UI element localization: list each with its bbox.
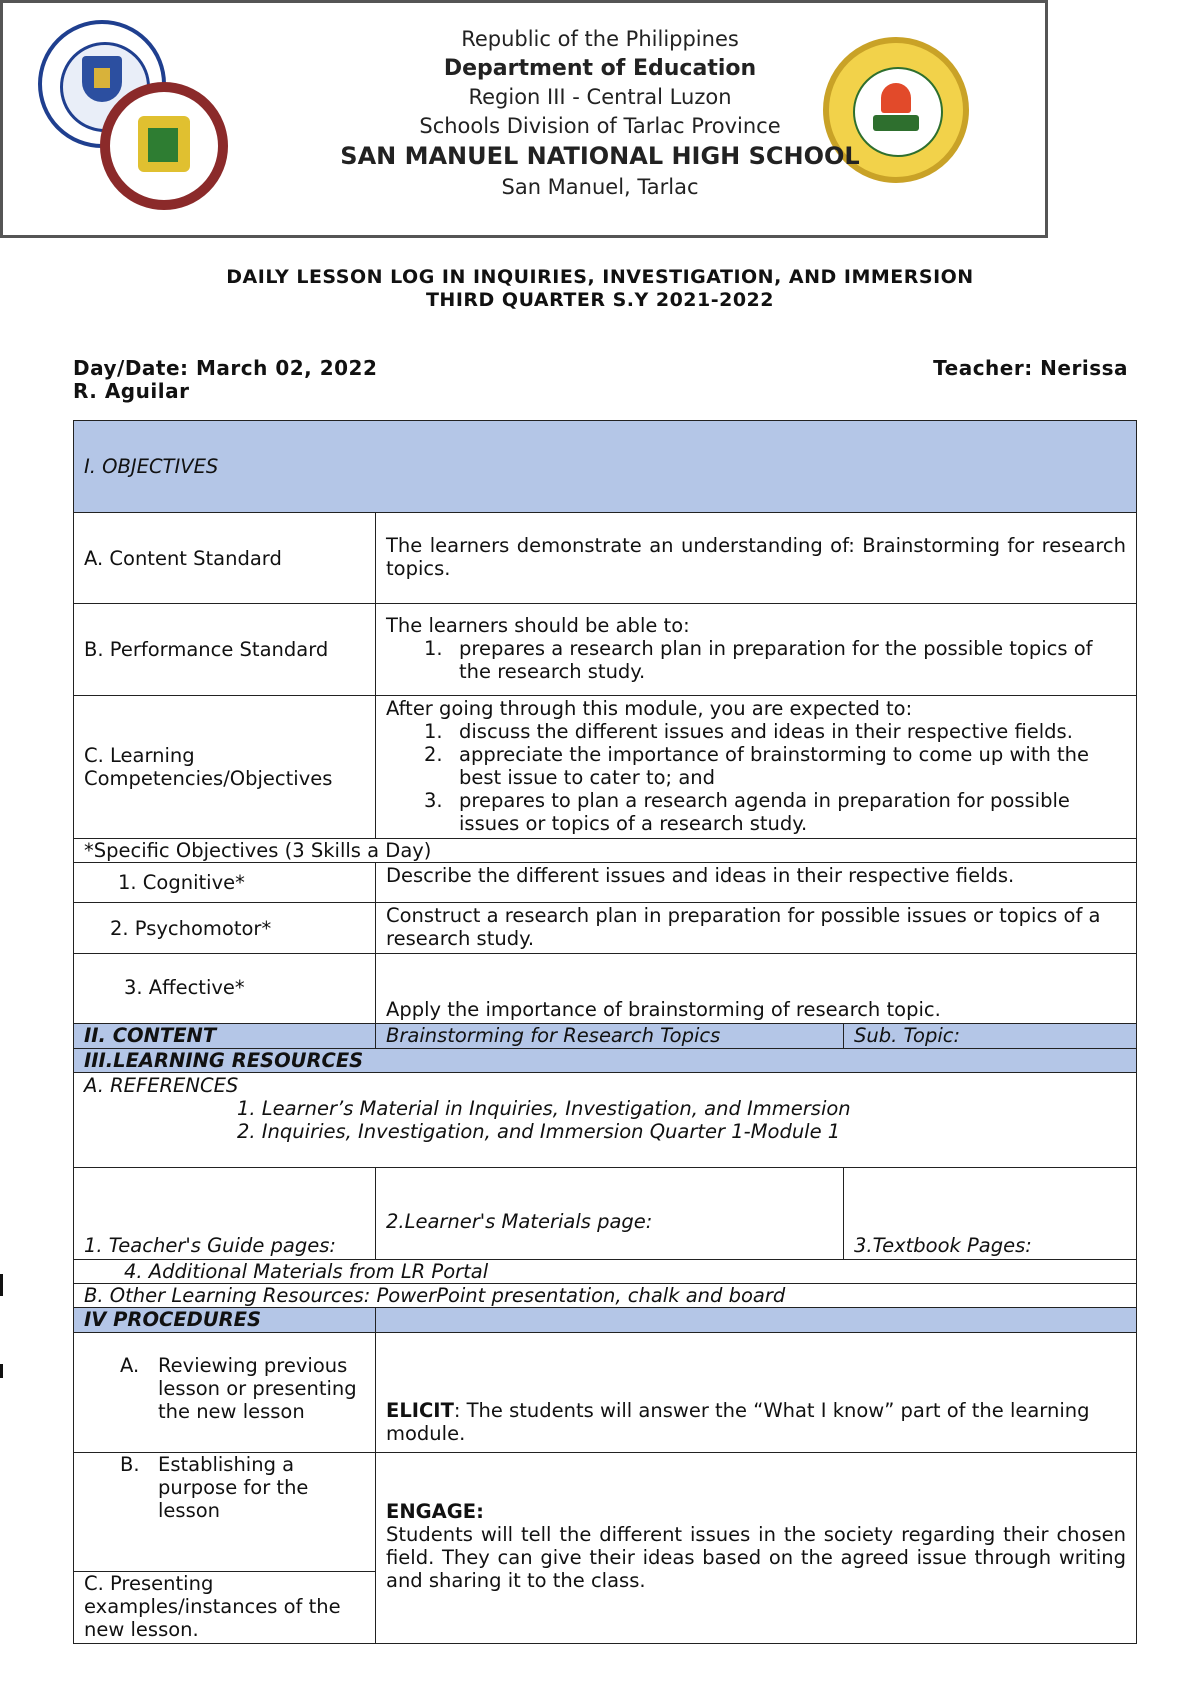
content-standard-label	[73, 512, 376, 604]
competency-item: prepares to plan a research agenda in preparation for possible issues or topics of a research study.	[459, 789, 1070, 835]
resources-heading	[73, 1048, 1137, 1073]
content-standard-label-text: A. Content Standard	[84, 546, 282, 570]
doc-subtitle: THIRD QUARTER S.Y 2021-2022	[425, 289, 775, 311]
list-item: 1. prepares a research plan in preparation for the possible topics of the research study.	[424, 637, 1093, 683]
cognitive-text	[375, 862, 1137, 903]
margin-mark	[0, 1364, 3, 1378]
competency-item: discuss the different issues and ideas in their respective fields.	[459, 720, 1073, 743]
procedures-heading-blank	[375, 1307, 1137, 1333]
other-resources-text: B. Other Learning Resources: PowerPoint presentation, chalk and board	[84, 1284, 786, 1307]
content-topic	[375, 1023, 844, 1049]
procedure-a-text	[375, 1332, 1137, 1453]
elicit-label: ELICIT	[386, 1399, 454, 1422]
psychomotor-label-text: 2. Psychomotor*	[110, 917, 272, 940]
textbook-pages	[843, 1167, 1137, 1260]
header-location: San Manuel, Tarlac	[501, 175, 699, 199]
additional-materials	[73, 1259, 1137, 1284]
psychomotor-text	[375, 902, 1137, 954]
resources-heading-text: III.LEARNING RESOURCES	[84, 1049, 364, 1072]
content-standard-text	[375, 512, 1137, 604]
references-label: A. REFERENCES	[84, 1074, 239, 1097]
list-item: 2. appreciate the importance of brainstorming to come up with the best issue to cater to; and	[424, 743, 1090, 789]
content-topic-text: Brainstorming for Research Topics	[386, 1024, 721, 1047]
performance-standard-label	[73, 603, 376, 696]
competencies-label	[73, 695, 376, 839]
learners-materials-pages	[375, 1167, 844, 1260]
affective-value: Apply the importance of brainstorming of research topic.	[386, 998, 941, 1021]
procedure-bc-text	[375, 1452, 1137, 1644]
teachers-guide-pages-text: 1. Teacher's Guide pages:	[84, 1234, 336, 1257]
procedures-heading	[73, 1307, 376, 1333]
performance-standard-text	[375, 603, 1137, 696]
procedures-heading-text: IV PROCEDURES	[84, 1308, 262, 1331]
procedure-c-label	[73, 1571, 376, 1644]
list-item: 1. discuss the different issues and ideas in their respective fields.	[424, 720, 1073, 743]
affective-label	[73, 953, 376, 1024]
content-standard-value: The learners demonstrate an understanding of: Brainstorming for research topics.	[386, 534, 1126, 580]
procedure-b-letter: B.	[120, 1453, 140, 1476]
procedure-a-letter: A.	[120, 1354, 140, 1377]
learners-materials-pages-text: 2.Learner's Materials page:	[386, 1210, 653, 1233]
specific-objectives-text: *Specific Objectives (3 Skills a Day)	[84, 839, 432, 862]
specific-objectives-label	[73, 838, 1137, 863]
teacher: Teacher: Nerissa	[933, 356, 1128, 380]
competencies-label-text: C. Learning Competencies/Objectives	[84, 744, 333, 790]
header-region: Region III - Central Luzon	[468, 85, 732, 109]
psychomotor-value: Construct a research plan in preparation for possible issues or topics of a research study.	[386, 904, 1101, 950]
psychomotor-label	[73, 902, 376, 954]
procedure-b-label	[73, 1452, 376, 1572]
performance-item: prepares a research plan in preparation for the possible topics of the research study.	[459, 637, 1093, 683]
other-resources	[73, 1283, 1137, 1308]
additional-materials-text: 4. Additional Materials from LR Portal	[124, 1260, 489, 1283]
content-subtopic-text: Sub. Topic:	[854, 1024, 961, 1047]
header-school-name: SAN MANUEL NATIONAL HIGH SCHOOL	[340, 142, 860, 170]
elicit-text: : The students will answer the “What I know” part of the learning module.	[386, 1399, 1090, 1445]
header-department: Department of Education	[443, 56, 757, 81]
competencies-text	[375, 695, 1137, 839]
procedure-b-label-text: Establishing a purpose for the lesson	[158, 1453, 309, 1522]
header-division: Schools Division of Tarlac Province	[419, 114, 781, 138]
textbook-pages-text: 3.Textbook Pages:	[854, 1234, 1032, 1257]
procedure-a-label-text: Reviewing previous lesson or presenting the new lesson	[158, 1354, 357, 1423]
performance-standard-label-text: B. Performance Standard	[84, 638, 329, 661]
teacher-continued: R. Aguilar	[73, 379, 190, 403]
reference-item: 1. Learner’s Material in Inquiries, Investigation, and Immersion	[237, 1097, 851, 1120]
cognitive-label-text: 1. Cognitive*	[118, 871, 245, 894]
content-heading-text: II. CONTENT	[84, 1024, 217, 1047]
objectives-heading	[73, 420, 1137, 513]
doc-title: DAILY LESSON LOG IN INQUIRIES, INVESTIGATION, AND IMMERSION	[226, 266, 974, 288]
engage-label: ENGAGE:	[386, 1500, 484, 1523]
reference-item: 2. Inquiries, Investigation, and Immersion Quarter 1-Module 1	[237, 1120, 841, 1143]
competency-item: appreciate the importance of brainstorming to come up with the best issue to cater to; and	[459, 743, 1090, 789]
margin-mark	[0, 1274, 3, 1296]
procedure-c-label-text: C. Presenting examples/instances of the new lesson.	[84, 1572, 341, 1641]
objectives-heading-text: I. OBJECTIVES	[84, 455, 219, 478]
teachers-guide-pages	[73, 1167, 376, 1260]
letterhead	[0, 0, 1048, 238]
procedure-a-label	[73, 1332, 376, 1453]
content-subtopic	[843, 1023, 1137, 1049]
engage-text: Students will tell the different issues in the society regarding their chosen field. They can give their ideas based on the agreed issue through writing and sharing it to the class.	[386, 1523, 1126, 1592]
affective-text	[375, 953, 1137, 1024]
header-republic: Republic of the Philippines	[461, 27, 739, 51]
affective-label-text: 3. Affective*	[124, 976, 245, 999]
competencies-intro: After going through this module, you are expected to:	[386, 697, 913, 720]
day-date: Day/Date: March 02, 2022	[73, 356, 378, 380]
cognitive-label	[73, 862, 376, 903]
cognitive-value: Describe the different issues and ideas in their respective fields.	[386, 864, 1015, 887]
content-heading	[73, 1023, 376, 1049]
performance-intro: The learners should be able to:	[386, 614, 690, 637]
list-item: 3. prepares to plan a research agenda in preparation for possible issues or topics of a research study.	[424, 789, 1070, 835]
references-block	[73, 1072, 1137, 1168]
